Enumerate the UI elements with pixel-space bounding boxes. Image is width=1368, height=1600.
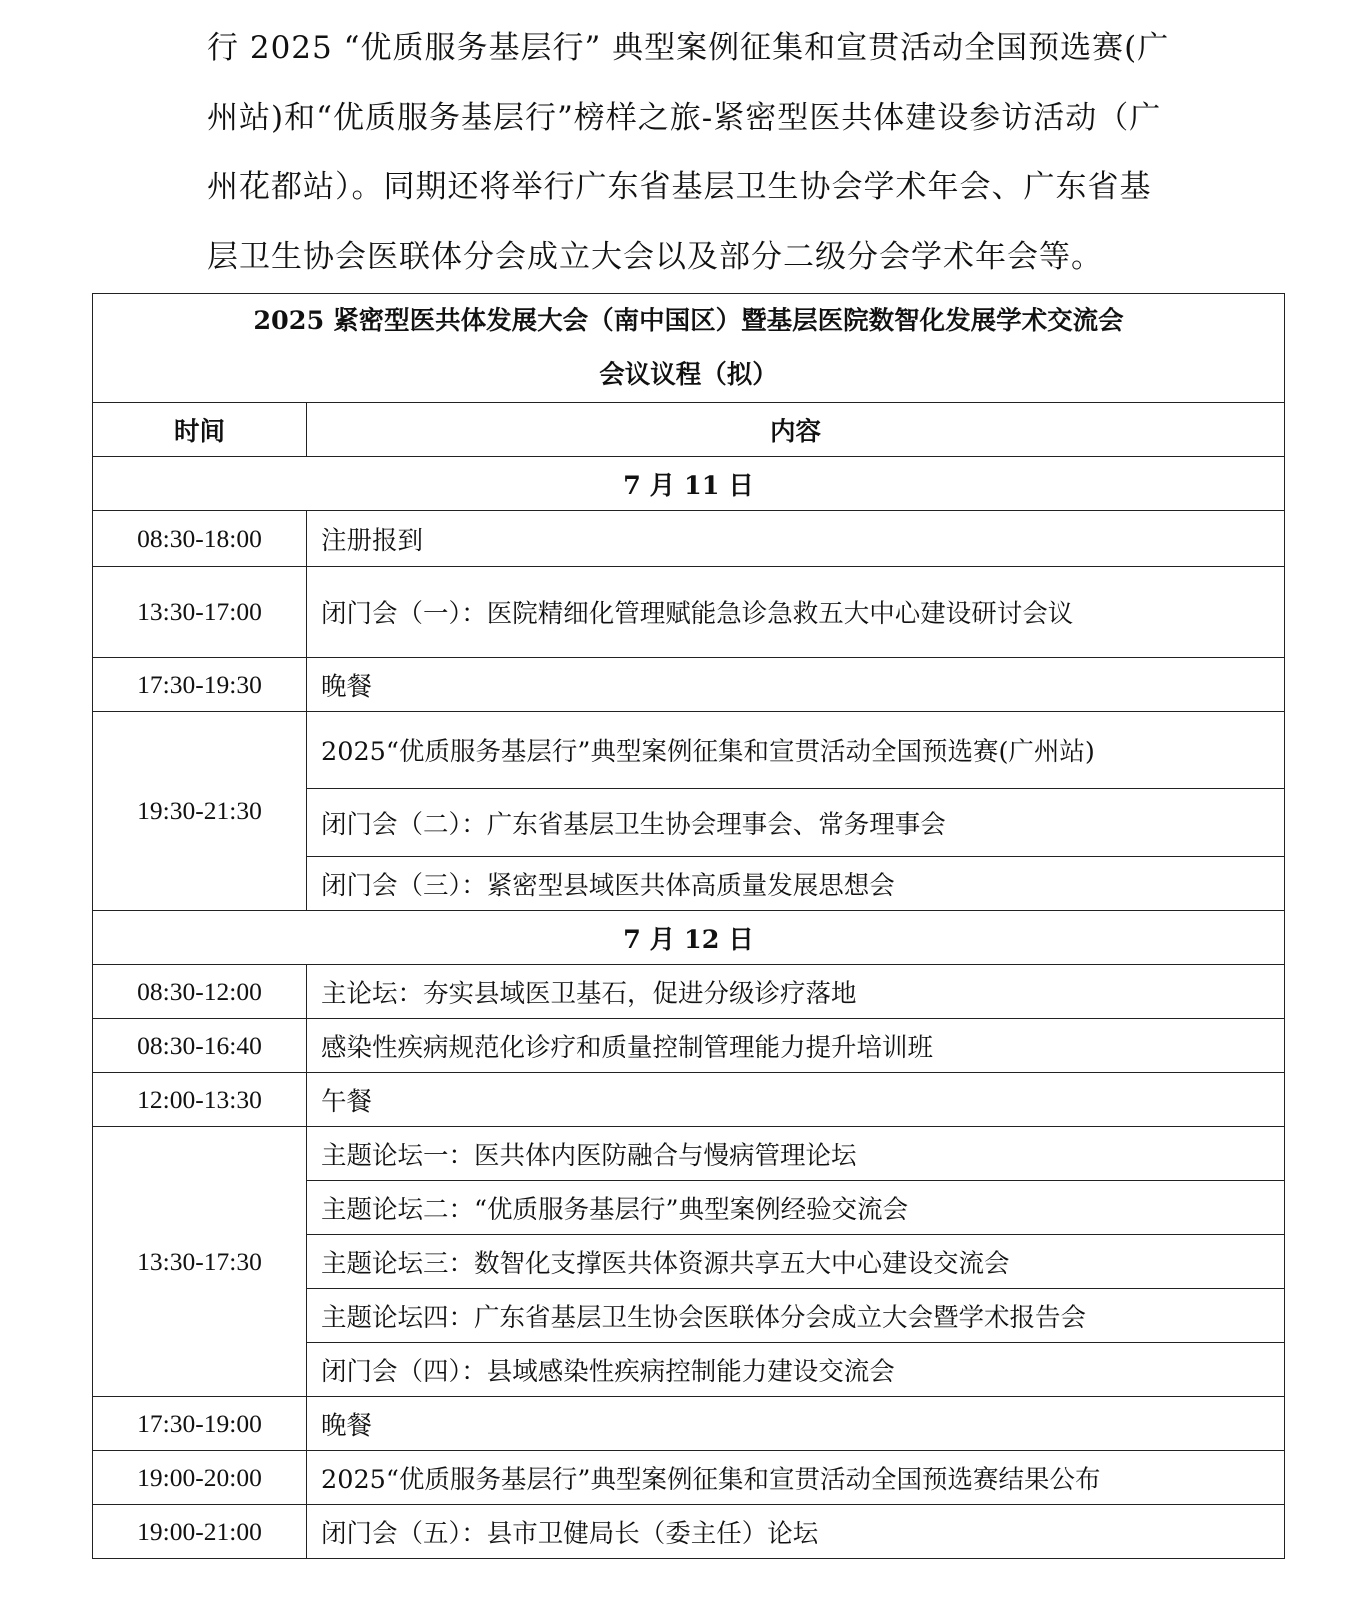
content-cell: 闭门会（五）：县市卫健局长（委主任）论坛	[307, 1505, 1285, 1559]
content-cell: 闭门会（四）：县域感染性疾病控制能力建设交流会	[307, 1343, 1285, 1397]
content-cell: 晚餐	[307, 658, 1285, 712]
time-cell: 19:30-21:30	[93, 712, 307, 911]
content-cell: 2025“优质服务基层行”典型案例征集和宣贯活动全国预选赛(广州站)	[307, 712, 1285, 789]
day-row	[93, 457, 1285, 511]
column-header-time: 时间	[93, 403, 307, 457]
table-row	[93, 1019, 1285, 1073]
table-title-cell	[93, 294, 1285, 403]
table-row	[93, 1127, 1285, 1181]
time-cell: 08:30-12:00	[93, 965, 307, 1019]
content-cell: 主题论坛四：广东省基层卫生协会医联体分会成立大会暨学术报告会	[307, 1289, 1285, 1343]
intro-paragraph	[207, 14, 1172, 292]
content-cell: 感染性疾病规范化诊疗和质量控制管理能力提升培训班	[307, 1019, 1285, 1073]
time-cell: 19:00-21:00	[93, 1505, 307, 1559]
day-label: 7 月 11 日	[93, 457, 1285, 511]
time-cell: 17:30-19:30	[93, 658, 307, 712]
table-row	[93, 1397, 1285, 1451]
time-cell: 13:30-17:00	[93, 567, 307, 658]
table-row	[93, 965, 1285, 1019]
day-label: 7 月 12 日	[93, 911, 1285, 965]
intro-line: 层卫生协会医联体分会成立大会以及部分二级分会学术年会等。	[207, 238, 1103, 275]
column-header-content: 内容	[307, 403, 1285, 457]
table-title-row	[93, 294, 1285, 403]
time-cell: 12:00-13:30	[93, 1073, 307, 1127]
table-row	[93, 1073, 1285, 1127]
table-title: 2025 紧密型医共体发展大会（南中国区）暨基层医院数智化发展学术交流会	[253, 306, 1124, 336]
table-row	[93, 712, 1285, 789]
time-cell: 13:30-17:30	[93, 1127, 307, 1397]
column-header-row	[93, 403, 1285, 457]
table-row	[93, 511, 1285, 567]
content-cell: 主题论坛一：医共体内医防融合与慢病管理论坛	[307, 1127, 1285, 1181]
time-cell: 17:30-19:00	[93, 1397, 307, 1451]
day-row	[93, 911, 1285, 965]
time-cell: 08:30-18:00	[93, 511, 307, 567]
time-cell: 19:00-20:00	[93, 1451, 307, 1505]
intro-line: 行 2025 “优质服务基层行” 典型案例征集和宣贯活动全国预选赛(广	[207, 30, 1170, 66]
content-cell: 闭门会（一）：医院精细化管理赋能急诊急救五大中心建设研讨会议	[307, 567, 1285, 658]
content-cell: 主题论坛三：数智化支撑医共体资源共享五大中心建设交流会	[307, 1235, 1285, 1289]
content-cell: 闭门会（二）：广东省基层卫生协会理事会、常务理事会	[307, 789, 1285, 857]
agenda-table	[92, 293, 1285, 1559]
intro-line: 州站)和“优质服务基层行”榜样之旅-紧密型医共体建设参访活动（广	[207, 99, 1162, 136]
content-cell: 闭门会（三）：紧密型县域医共体高质量发展思想会	[307, 857, 1285, 911]
table-row	[93, 1505, 1285, 1559]
time-cell: 08:30-16:40	[93, 1019, 307, 1073]
table-row	[93, 1451, 1285, 1505]
table-row	[93, 567, 1285, 658]
table-row	[93, 658, 1285, 712]
table-subtitle: 会议议程（拟）	[599, 360, 778, 390]
content-cell: 主论坛：夯实县域医卫基石，促进分级诊疗落地	[307, 965, 1285, 1019]
content-cell: 注册报到	[307, 511, 1285, 567]
content-cell: 2025“优质服务基层行”典型案例征集和宣贯活动全国预选赛结果公布	[307, 1451, 1285, 1505]
intro-line: 州花都站）。同期还将举行广东省基层卫生协会学术年会、广东省基	[207, 169, 1152, 205]
content-cell: 主题论坛二：“优质服务基层行”典型案例经验交流会	[307, 1181, 1285, 1235]
content-cell: 午餐	[307, 1073, 1285, 1127]
content-cell: 晚餐	[307, 1397, 1285, 1451]
